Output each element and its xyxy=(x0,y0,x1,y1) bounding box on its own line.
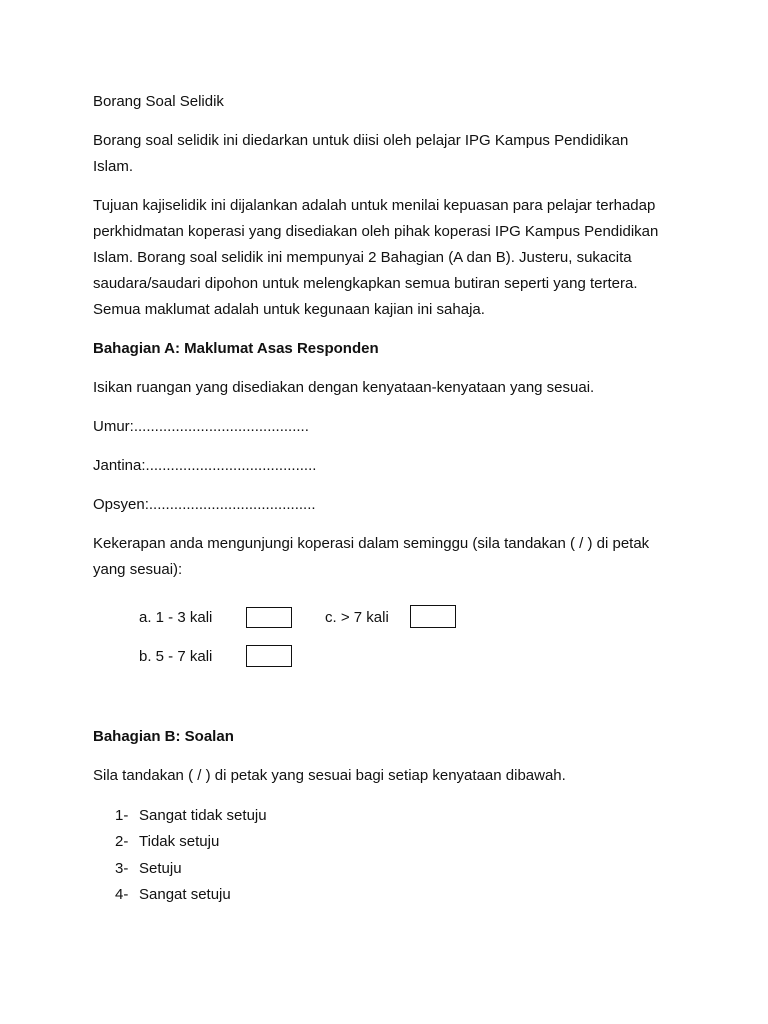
opsyen-field[interactable]: Opsyen:........................................ xyxy=(93,496,316,513)
section-a-instruction: Isikan ruangan yang disediakan dengan kenyataan-kenyataan yang sesuai. xyxy=(93,379,595,396)
option-c-checkbox[interactable] xyxy=(410,605,456,628)
document-page xyxy=(93,89,693,596)
scale-label: Tidak setuju xyxy=(139,833,220,850)
frequency-question: Kekerapan anda mengunjungi koperasi dalam seminggu (sila tandakan ( / ) di petak yang sesuai): xyxy=(93,535,650,578)
section-a-heading: Bahagian A: Maklumat Asas Responden xyxy=(93,340,379,357)
scale-label: Setuju xyxy=(139,860,182,877)
section-b-heading: Bahagian B: Soalan xyxy=(93,728,234,745)
option-a-checkbox[interactable] xyxy=(246,607,292,628)
purpose-paragraph: Tujuan kajiselidik ini dijalankan adalah untuk menilai kepuasan para pelajar terhadap perkhidmatan koperasi yang disediakan oleh pihak koperasi IPG Kampus Pendidikan Islam. Borang soal selidik ini mempunyai 2 Bahagian (A dan B). Justeru, sukacita saudara/saudari dipohon untuk melengkapkan semua butiran seperti yang tertera. Semua maklumat adalah untuk kegunaan kajian ini sahaja. xyxy=(93,197,659,318)
scale-number: 1- xyxy=(115,807,129,824)
scale-number: 2- xyxy=(115,833,129,850)
jantina-field[interactable]: Jantina:......................................... xyxy=(93,457,317,474)
umur-field[interactable]: Umur:.......................................... xyxy=(93,418,309,435)
option-a-label: a. 1 - 3 kali xyxy=(139,609,213,626)
scale-label: Sangat setuju xyxy=(139,886,231,903)
scale-number: 3- xyxy=(115,860,129,877)
intro-paragraph: Borang soal selidik ini diedarkan untuk diisi oleh pelajar IPG Kampus Pendidikan Islam. xyxy=(93,132,629,175)
option-c-label: c. > 7 kali xyxy=(325,609,389,626)
document-title: Borang Soal Selidik xyxy=(93,93,224,110)
option-b-label: b. 5 - 7 kali xyxy=(139,648,213,665)
scale-number: 4- xyxy=(115,886,129,903)
section-b-instruction: Sila tandakan ( / ) di petak yang sesuai bagi setiap kenyataan dibawah. xyxy=(93,767,566,784)
option-b-checkbox[interactable] xyxy=(246,645,292,667)
scale-label: Sangat tidak setuju xyxy=(139,807,267,824)
